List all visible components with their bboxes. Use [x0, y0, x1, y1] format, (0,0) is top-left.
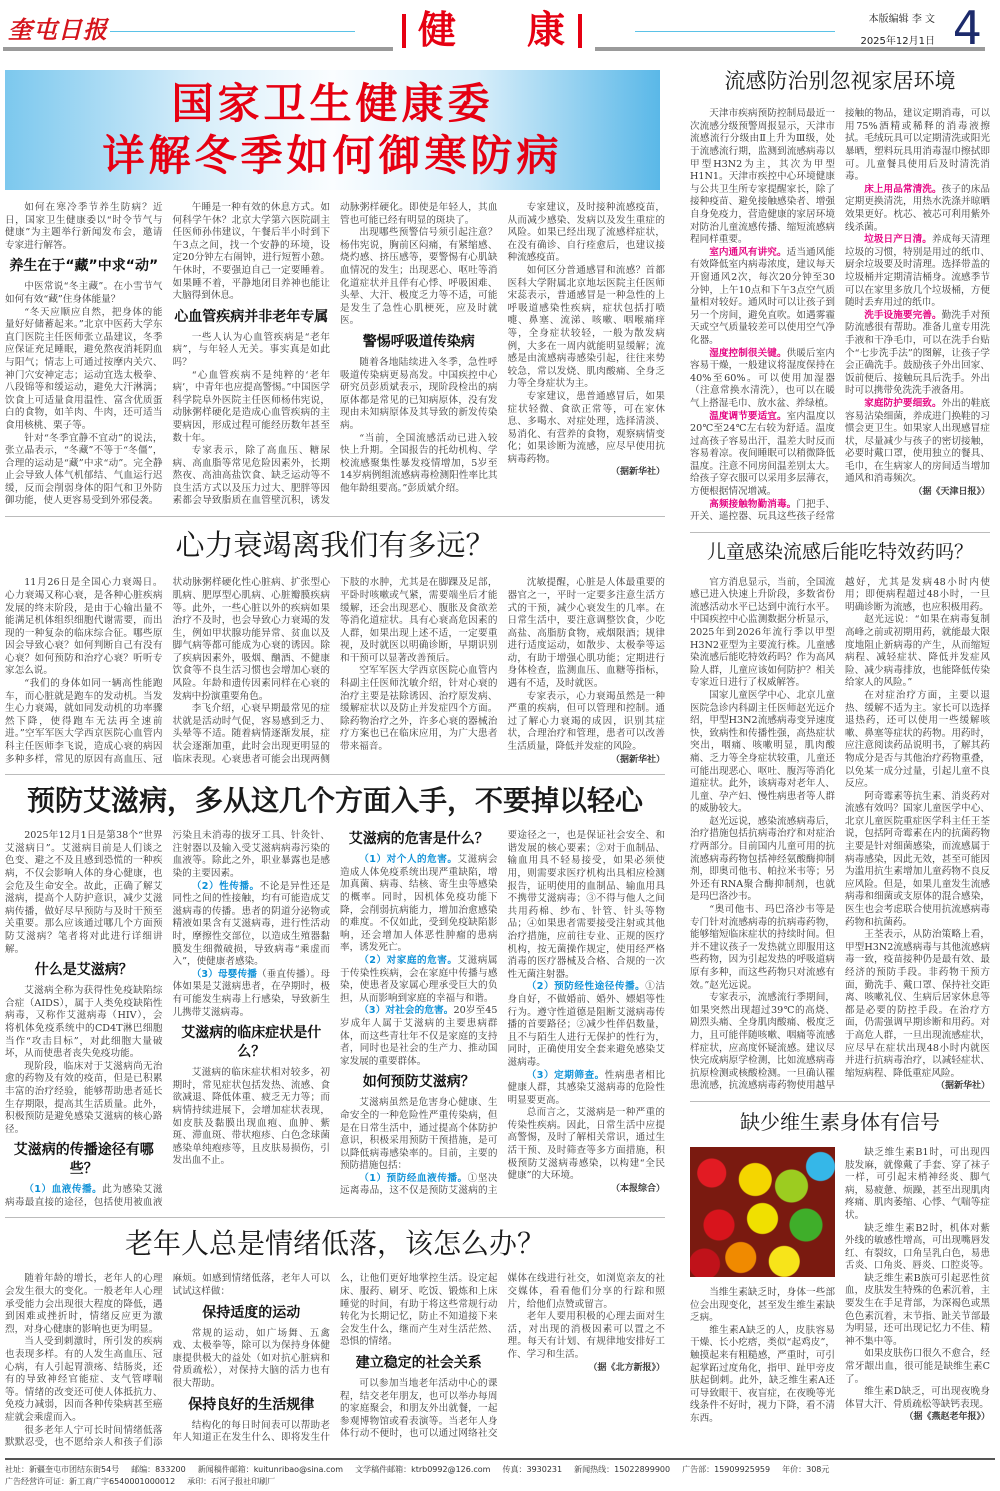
- paragraph: 中医常说“冬主藏”。在小雪节气如何有效“藏”住身体能量？: [5, 281, 163, 305]
- article-title: 流感防治别忽视家居环境: [724, 69, 956, 93]
- paragraph: 艾滋病全称为获得性免疫缺陷综合症（AIDS），属于人类免疫缺陷性病毒，又称作艾滋病毒（HIV），会将机体免疫系统中的CD4T淋巴细胞当作“攻击目标”，对此细胞大量破坏，从而使患者丧失免疫功能。: [5, 985, 163, 1060]
- paragraph-lead: 床上用品常清洗。: [864, 183, 942, 195]
- section-bar: [402, 14, 406, 48]
- issue-date: 2025年12月1日: [860, 36, 935, 47]
- article-flu-home: [690, 108, 990, 524]
- paragraph: [845, 310, 990, 398]
- article-vitamin: [690, 1147, 990, 1426]
- paragraph: 如何区分普通感冒和流感？首都医科大学附属北京地坛医院主任医师宋蕊表示，普通感冒是一种急性的上呼吸道感染性疾病，症状包括打喷嚏、鼻塞、流涕、咳嗽、咽喉痛痒等，全身症状较轻，一般为散发病例，大多在一周内就能明显缓解；流感是由流感病毒感染引起，往往来势较急，常以发烧、肌肉酸痛、全身乏力等全身症状为主。: [507, 264, 665, 390]
- paragraph: 随着年龄的增长，老年人的心理会发生很大的变化。一般老年人心理承受能力会出现很大程度的降低，遇到困难或挫折时，情绪反应更为激烈，对身心健康的影响也更为明显。: [5, 1273, 163, 1335]
- paragraph: 缺乏维生素B1时，可出现四肢发麻，就像戴了手套、穿了袜子一样，可引起末梢神经炎、脚气病，易疲惫、烦躁，甚至出现肌肉疼痛、肌肉萎缩、心悸、气喘等症状。: [845, 1146, 990, 1221]
- paragraph: 一些人认为心血管疾病是“老年病”，与年轻人无关。事实真是如此吗？: [172, 331, 330, 368]
- paragraph: 艾滋病的临床症状相对较多，初期时，常见症状包括发热、流感、食欲减退、降低体重、疲乏无力等；而病情持续进展下，会增加症状表现，如皮肤及黏膜出现血疱、血肿、紫斑、滞血斑、带状疱疹、白色念球菌感染单纯疱疹等，且皮肤易损伤，引发出血不止。: [172, 1067, 330, 1167]
- paragraph-text: 室内温度以20℃至24℃左右较为舒适。温度过高孩子容易出汗，温差大时反而容易着凉。夜间睡眠可以稍微降低温度。注意不同房间温差别太大。给孩子穿衣服可以采用多层薄衣，方便根据情况增减。: [690, 410, 836, 498]
- paragraph: [340, 955, 498, 1005]
- paragraph: 随着各地陆续进入冬季，急性呼吸道传染病更易高发。中国疾控中心研究员彭质斌表示，现阶段检出的病原体都是常见的已知病原体，没有发现由未知病原体及其导致的新发传染病。: [340, 356, 498, 431]
- paragraph: [173, 969, 331, 1019]
- masthead-bar: [3, 47, 393, 51]
- paragraph: 结构化的每日时间表可以帮助老年人知道正在发生什么、即将发生什么，让他们更好地掌控生活。设定起床、服药、刷牙、吃饭、锻炼和上床睡觉的时间，有助于将这些常规行动转化为长期记忆，防止不知道接下来会发生什么，继而产生对生活茫然、恐惧的情绪。: [172, 1273, 498, 1444]
- newspaper-logo: 奎屯日报: [8, 15, 108, 44]
- masthead-bar: [595, 47, 985, 51]
- paragraph: 专家建议，患普通感冒后，如果症状轻微、食欲正常等，可在家休息、多喝水、对症处理，选择清淡、易消化、有营养的食物，观察病情变化；如果诊断为流感，应尽早使用抗病毒药物。: [507, 390, 665, 465]
- paragraph: [845, 234, 990, 310]
- paragraph-lead: （3）对社会的危害。: [359, 1005, 454, 1017]
- subheading: 保持良好的生活规律: [188, 1396, 315, 1413]
- paragraph-text: 性病患者相比健康人群，其感染艾滋病毒的危险性明显要更高。: [507, 1069, 665, 1106]
- paragraph: [173, 881, 331, 969]
- paragraph: 官方消息显示，当前，全国流感已进入快速上升阶段，多数省份流感活动水平已达到中流行水平。中国疾控中心监测数据分析显示，2025年到2026年流行季以甲型H3N2亚型为主要流行株。儿童感染流感后能吃特效药吗？作为高风险人群，儿童应该如何防护？相关专家近日进行了权威解答。: [690, 576, 835, 689]
- paragraph: 在对症治疗方面，主要以退热、缓解不适为主。家长可以选择退热药，还可以使用一些缓解咳嗽、鼻塞等症状的药物。用药时，应注意阅读药品说明书，了解其药物成分是否与其他治疗药物重叠，以免某一成分过量，引起儿童不良反应。: [845, 689, 990, 790]
- banner-headline-line1: 国家卫生健康委: [171, 79, 494, 128]
- page-editor: 本版编辑 李 文: [868, 14, 935, 25]
- divider: [690, 1101, 990, 1102]
- subheading: 建立稳定的社会关系: [355, 1355, 482, 1372]
- paragraph: 天津市疾病预防控制局最近一次流感分级预警周报显示，天津市流感流行分级由Ⅱ上升为Ⅲ级，处于流感流行期，监测到流感病毒以甲型H3N2为主，其次为甲型H1N1。天津市疾控中心环境健康与公共卫生所专家提醒家长，除了接种疫苗、避免接触感染者、增强自身免疫力，营造健康的家居环境对防治儿童流感传播、缩短流感病程同样重要。: [690, 108, 835, 246]
- paragraph-lead: （2）性传播。: [191, 880, 260, 892]
- footer-item: 新闻稿件邮箱：kuitunribao@sina.com: [197, 1464, 344, 1474]
- paragraph: 专家表示，流感流行季期间，如果突然出现超过39℃的高烧、剧烈头痛、全身肌肉酸痛、极度乏力，且可能伴随咳嗽、咽痛等流感样症状，应高度怀疑流感。建议尽快完成病原学检测，比如流感病毒抗原检测或核酸检测。一旦确认罹患流感，抗流感病毒药物使用越早越好，尤其是发病48小时内使用；即便病程超过48小时，一旦明确诊断为流感，也应积极用药。: [690, 576, 990, 1092]
- subheading: 警惕呼吸道传染病: [362, 333, 475, 350]
- paragraph-lead: 湿度控制很关键。: [709, 347, 787, 359]
- article-winter-health: [5, 202, 665, 508]
- article-source: （据新华社）: [935, 1081, 990, 1092]
- divider: [5, 1217, 665, 1218]
- footer-item: 文学稿件邮箱：ktrb0992@126.com: [355, 1464, 491, 1474]
- paragraph-text: 艾滋病属于传染性疾病，会在家庭中传播与感染，使患者及家属心理承受巨大的负担，从而影响到家庭的幸福与和谐。: [340, 954, 498, 1004]
- footer-item: 社址：新疆奎屯市团结东街54号: [5, 1464, 120, 1474]
- footer-info: [5, 1464, 995, 1487]
- footer-item: 传真：3930231: [502, 1464, 563, 1474]
- paragraph: 赵光远说，感染流感病毒后，治疗措施包括抗病毒治疗和对症治疗两部分。目前国内儿童可用的抗流感病毒药物包括神经氨酸酶抑制剂，即奥司他韦、帕拉米韦等；另外还有RNA聚合酶抑制剂，也就是玛巴洛沙韦。: [690, 815, 835, 903]
- paragraph-text: 适当通风能有效降低室内病毒浓度，建议每天开窗通风2次，每次20分钟至30分钟，上午10点和下午3点空气质量相对较好。通风时可以让孩子到另一个房间，避免直吹。如遇雾霾天或空气质量较差可以使用空气净化器。: [690, 246, 836, 346]
- paragraph: 阿奇霉素等抗生素、消炎药对流感有效吗？国家儿童医学中心、北京儿童医院重症医学科主任王荃说，包括阿奇霉素在内的抗菌药物主要是针对细菌感染，而流感属于病毒感染，因此无效，甚至可能因为滥用抗生素增加儿童药物不良反应风险。但是，如果儿童发生流感病毒和细菌或支原体的混合感染，医生也会考虑联合使用抗流感病毒药物和抗菌药。: [845, 790, 990, 928]
- paragraph: “奥司他韦、玛巴洛沙韦等是专门针对流感病毒的抗病毒药物，能够缩短临床症状的持续时间。但并不建议孩子一发热就立即服用这些药物，因为引起发热的呼吸道病原有多种，而这些药物只对流感有效。”赵光远说。: [690, 904, 835, 991]
- headline-banner: [5, 70, 660, 190]
- paragraph-text: 20岁至45岁成年人属于艾滋病的主要患病群体，而这些青壮年不仅是家庭的支持者，同时也是社会的生产力、推动国家发展的重要群体。: [340, 1005, 498, 1067]
- divider: [5, 774, 665, 775]
- article-source: （据《天津日报》）: [913, 487, 990, 498]
- paragraph: [340, 854, 498, 955]
- paragraph: 维生素A缺乏的人，皮肤容易干燥、长小疙瘩，类似“起鸡皮”，触摸起来有粗糙感，严重时，可引起掌跖过度角化，指甲、趾甲旁皮肤起倒刺。此外，缺乏维生素A还可导致眼干、夜盲症，在夜晚等光线条件不好时，视力下降，看不清东西。: [690, 1324, 835, 1424]
- paragraph: 沈敏提醒，心脏是人体最重要的器官之一，平时一定要多注意生活方式的干预，减少心衰发生的几率。在日常生活中，要注意调整饮食，少吃高盐、高脂肪食物，戒烟限酒；规律进行适度运动，如散步、太极拳等运动，有助于增强心肌功能；定期进行身体检查，监测血压、血糖等指标，遇有不适，及时就医。: [507, 577, 665, 690]
- paragraph: [845, 398, 990, 486]
- paragraph-lead: 洗手设施要完善。: [864, 309, 942, 321]
- paragraph-text: 不论是异性还是同性之间的性接触，均有可能造成艾滋病毒的传播。患者的阴道分泌物或精液如果含有艾滋病毒，进行性活动时，摩擦性交部位，以造成生殖器黏膜发生细微破损，导致病毒“乘虚而入”，使健康者感染。: [172, 880, 330, 968]
- article-title: 预防艾滋病，多从这几个方面入手，不要掉以轻心: [26, 784, 643, 818]
- paragraph: [690, 348, 835, 411]
- paragraph: “当前，全国流感活动已进入较快上升期。全国报告的托幼机构、学校流感聚集性暴发疫情增加，5岁至14岁病例组流感病毒检测阳性率比其他年龄组要高。”彭质斌介绍。: [340, 432, 498, 494]
- paragraph: 缺乏维生素B2时，机体对紫外线的敏感性增高，可出现嘴唇发红、有裂纹，口角呈乳白色，易患舌炎、口角炎、唇炎、口腔炎等。: [845, 1222, 990, 1272]
- paragraph-lead: 垃圾日产日清。: [864, 234, 932, 246]
- subheading: 心血管疾病并非老年专属: [174, 308, 329, 325]
- paragraph: 针对“冬季宜静不宜动”的说法，张立晶表示，“冬藏”不等于“冬僵”，合理的运动是“藏”中求“动”。完全静止会导致人体气机郁结、气血运行迟缓，反而会削弱身体的阳气和卫外防御功能，使人更容易受到外邪侵袭。: [5, 432, 163, 507]
- paragraph: “冬天应顺应自然，把身体的能量好好储蓄起来。”北京中医药大学东直门医院主任医师张立晶建议，冬季应保证充足睡眠，避免熬夜消耗阴血与阳气；情志上可通过按摩内关穴、神门穴安神定志；运动宜选太极拳、八段锦等和缓运动，避免大汗淋漓；饮食上可适量食用温性、富含优质蛋白的食物，如羊肉、牛肉，还可适当食用核桃、栗子等。: [5, 306, 163, 431]
- paragraph: [845, 184, 990, 234]
- paragraph: 可以参加当地老年活动中心的课程，结交老年朋友，也可以举办每周的家庭聚会，和朋友外出就餐，一起参观博物馆或看表演等。当老年人身体行动不便时，也可以通过网络社交媒体在线进行社交，如浏览亲友的社交媒体，看看他们分享的行踪和照片，给他们点赞或留言。: [340, 1273, 665, 1440]
- paragraph-lead: （2）对家庭的危害。: [359, 954, 458, 966]
- article-title: 老年人总是情绪低落，该怎么办？: [124, 1227, 545, 1261]
- paragraph: [340, 1005, 498, 1068]
- section-title-char: 康: [527, 8, 566, 52]
- subheading: 保持适度的运动: [202, 1304, 301, 1321]
- paragraph: 艾滋病虽然是危害身心健康、生命安全的一种危险性严重传染病，但是在日常生活中，通过提高个体防护意识，积极采用预防干预措施，是可以降低病毒感染率的。目前，主要的预防措施包括：: [340, 1097, 498, 1172]
- paragraph: 李飞介绍，心衰早期最常见的症状就是活动时气促，容易感到乏力、头晕等不适。随着病情逐渐发展，症状会逐渐加重，此时会出现更明显的临床表现。心衰患者可能会出现两侧下肢的水肿，尤其是在脚踝及足部，平卧时咳嗽或气紧，需要端坐后才能缓解，还会出现恶心、腹胀及食欲差等消化道症状。具有心衰高危因素的人群，如果出现上述不适，一定要重视，及时就医以明确诊断，早期识别和干预可以显著改善预后。: [172, 577, 498, 765]
- paragraph: [508, 981, 666, 1069]
- subheading: 如何预防艾滋病？: [362, 1074, 475, 1091]
- paragraph: 国家儿童医学中心、北京儿童医院急诊内科副主任医师赵光远介绍，甲型H3N2流感病毒变异速度快，致病性和传播性强，高热症状突出，咽痛、咳嗽明显，肌肉酸痛、乏力等全身症状较重，儿童还可能出现恶心、呕吐、腹泻等消化道症状。此外，该病毒对老年人、儿童、孕产妇、慢性病患者等人群的威胁较大。: [690, 689, 835, 815]
- article-elderly-mood: [5, 1273, 665, 1449]
- paragraph-lead: 温度调节要适宜。: [709, 410, 787, 422]
- paragraph: 专家表示，心力衰竭虽然是一种严重的疾病，但可以管理和控制。通过了解心力衰竭的成因，识别其症状，合理治疗和管理，患者可以改善生活质量，降低并发症的风险。: [507, 690, 665, 753]
- subheading: 艾滋病的临床症状是什么？: [181, 1025, 322, 1061]
- paragraph: 赵光远说：“如果在病毒复制高峰之前或初期用药，就能最大限度地阻止新病毒的产生，从而缩短病程、减轻症状、降低并发症风险、减少病毒排放，也能降低传染给家人的风险。”: [845, 614, 990, 689]
- vitamin-balls-image: [690, 1147, 835, 1277]
- article-aids-prevention: [5, 830, 665, 1209]
- divider: [5, 516, 665, 517]
- page-body: [5, 60, 995, 1450]
- paragraph: 如果皮肤伤口很久不愈合，经常牙龈出血，很可能是缺维生素C了。: [845, 1348, 990, 1385]
- paragraph: 常规的运动，如广场舞、五禽戏、太极拳等，除可以为保持身体健康提供极大的益处（如对抗心脏病和骨质疏松），对保持大脑的活力也有很大帮助。: [172, 1327, 330, 1390]
- paragraph: 老年人要用积极的心理去面对生活，对出现的消极因素可以置之不理。每天有计划、有规律地安排好工作、学习和生活。: [507, 1311, 665, 1361]
- footer-item: 年价：308元: [782, 1464, 830, 1474]
- article-source: （据新华社）: [610, 754, 665, 765]
- paragraph-text: 门把手、开关、遥控器、玩具这些孩子经常接触的物品，建议定期消毒，可以用75%酒精或稀释的消毒液擦拭。毛绒玩具可以定期清洗或阳光暴晒，塑料玩具用消毒湿巾擦拭即可。儿童餐具使用后及时清洗消毒。: [690, 108, 990, 523]
- paragraph: 专家建议，及时接种流感疫苗，从而减少感染、发病以及发生重症的风险。如果已经出现了流感样症状，在没有确诊、自行痊愈后，也建议接种流感疫苗。: [507, 202, 665, 264]
- paragraph-lead: （3）定期筛查。: [526, 1069, 605, 1081]
- page-number: 4: [952, 1, 982, 55]
- paragraph: 总而言之，艾滋病是一种严重的传染性疾病。因此，日常生活中应提高警惕，及时了解相关常识，通过生活干预、及时筛查等多方面措施，积极预防艾滋病毒感染，以构建“全民健康”的大环境。: [507, 1107, 665, 1182]
- paragraph-lead: （1）预防经血液传播。: [359, 1172, 468, 1184]
- paragraph: 专家表示，除了高血压、糖尿病、高血脂等常见危险因素外，长期熬夜、高油高盐饮食、缺乏运动等不良生活方式以及压力过大、肥胖等因素都会导致脂质在血管壁沉积，诱发动脉粥样硬化。即使是年轻人，其血管也可能已经有明显的斑块了。: [172, 202, 498, 507]
- paragraph-text: 勤洗手对预防流感很有帮助。准备儿童专用洗手液和干净毛巾，可以在洗手台贴个“七步洗手法”的图解，让孩子学会正确洗手。鼓励孩子外出回家、饭前便后、接触玩具后洗手。外出时可以携带免洗洗手液备用。: [845, 309, 991, 397]
- paragraph: “心血管疾病不是纯粹的‘老年病’，中青年也应提高警惕。”中国医学科学院阜外医院主任医师杨伟宪说，动脉粥样硬化是造成心血管疾病的主要病因，形成过程可能经历数年甚至数十年。: [172, 369, 330, 444]
- paragraph-lead: （2）预防经性途径传播。: [526, 981, 646, 993]
- paragraph-text: 此为感染艾滋病毒最直接的途径，包括使用被血液污染且未消毒的拔牙工具、针灸针、注射器以及输入受艾滋病病毒污染的血液等。除此之外，职业暴露也是感染的主要因素。: [5, 830, 330, 1208]
- article-source: （据《北方新报》）: [588, 1362, 665, 1373]
- paragraph-lead: （1）对个人的危害。: [359, 854, 458, 866]
- footer-item: 广告部：15909925959: [682, 1464, 771, 1474]
- banner-headline-line2: 详解冬季如何御寒防病: [102, 131, 563, 180]
- paragraph: 11月26日是全国心力衰竭日。心力衰竭又称心衰，是各种心脏疾病发展的终末阶段，是由于心输出量不能满足机体组织细胞代谢需要，而出现的一种复杂的临床综合征。哪些原因会导致心衰？如何判断自己有没有心衰？如何预防和治疗心衰？听听专家怎么说。: [5, 577, 163, 677]
- paragraph-lead: （1）血液传播。: [24, 1184, 103, 1196]
- paragraph-lead: 家庭防护要细致。: [864, 397, 942, 409]
- article-source: （本报综合）: [610, 1183, 665, 1194]
- paragraph: 出现哪些预警信号须引起注意？杨伟宪说，胸前区闷痛，有紧缩感、烧灼感、挤压感等，要警惕有心肌缺血情况的发生；出现恶心、呕吐等消化道症状并且伴有心悸、呼吸困难、头晕、大汗、极度乏力等不适，可能是发生了急性心肌梗死，应及时就医。: [340, 227, 498, 327]
- article-source: （据《燕赵老年报》）: [904, 1412, 990, 1423]
- article-title: 缺少维生素身体有信号: [740, 1109, 940, 1134]
- paragraph: 缺乏维生素B族可引起恶性贫血，皮肤发生特殊的色素沉着，主要发生在手足背部，为深褐色或黑色色素沉着，末节指、趾关节部最为明显，还可出现记忆力不佳、精神不集中等。: [845, 1272, 990, 1347]
- left-column: [5, 60, 665, 1450]
- paragraph: [690, 411, 835, 499]
- article-title: 儿童感染流感后能吃特效药吗？: [706, 540, 973, 563]
- footer-item: 新闻热线：15022899900: [574, 1464, 671, 1474]
- section-title-char: 健: [418, 8, 457, 52]
- paragraph: 当维生素缺乏时，身体一些部位会出现变化，甚至发生维生素缺乏病。: [690, 1286, 835, 1324]
- paragraph-text: 外出的鞋底容易沾染细菌，养成进门换鞋的习惯会更卫生。如果家人出现感冒症状，尽量减少与孩子的密切接触，必要时戴口罩，使用独立的餐具、毛巾，在生病家人的房间适当增加通风和消毒频次。: [845, 397, 991, 485]
- paragraph-text: （垂直传播）。母体如果是艾滋病患者，在孕期时，极有可能发生病毒上行感染，导致新生儿携带艾滋病毒。: [172, 968, 330, 1018]
- paragraph-text: ①坚决远离毒品，这不仅是预防艾滋病的主要途径之一，也是保证社会安全、和谐发展的核心要素；②对于血制品、输血用具不轻易接受，如果必须使用，则需要求医疗机构出具相应检测报告，证明使用的血制品、输血用具不携带艾滋病毒；③不得与他人之间共用药棉、纱布、针管、针头等物品；④如果患者需要接受注射或其他治疗措施，应前往专业、正规的医疗机构，按无菌操作规定，使用经严格消毒的医疗器械及合格、合规的一次性无菌注射器。: [340, 830, 665, 1197]
- masthead: [0, 0, 1000, 60]
- paragraph-text: 孩子的床品定期更换清洗，用热水洗涤并晾晒效果更好。枕芯、被芯可利用紫外线杀菌。: [845, 183, 991, 233]
- paragraph: 王荃表示，从防治策略上看，甲型H3N2流感病毒与其他流感病毒一致，疫苗接种仍是最有效、最经济的预防手段。非药物干预方面，勤洗手、戴口罩、保持社交距离、咳嗽礼仪、生病后居家休息等都是必要的防控手段。在治疗方面，仍需强调早期诊断和用药。对于高危人群，一旦出现流感症状，应尽早在症状出现48小时内就医并进行抗病毒治疗，以减轻症状、缩短病程、降低重症风险。: [845, 929, 990, 1079]
- masthead-rule: [110, 31, 355, 32]
- paragraph: 午睡是一种有效的休息方式。如何科学午休？北京大学第六医院副主任医师孙伟建议，午餐后半小时到下午3点之间，找一个安静的环境，设定20分钟左右闹钟，进行短暂小憩。午休时，不要强迫自己一定要睡着。如果睡不着，平静地闭目养神也能让大脑得到休息。: [172, 202, 330, 302]
- footer-item: 广告经营许可证：新工商广字6540001000012: [5, 1476, 176, 1486]
- subheading: 养生在于“藏”中求“动”: [9, 258, 159, 275]
- paragraph: [508, 1070, 666, 1108]
- paragraph-lead: 室内通风有讲究。: [709, 246, 787, 258]
- paragraph: 很多老年人宁可长时间情绪低落默默忍受，也不愿给亲人和孩子们添麻烦。如感到情绪低落，老年人可以试试这样做：: [5, 1273, 330, 1449]
- subheading: 艾滋病的危害是什么？: [348, 831, 489, 848]
- paragraph: 2025年12月1日是第38个“世界艾滋病日”。艾滋病目前是人们谈之色变、避之不及且感到恐慌的一种疾病，不仅会影响人体的身心健康，也会危及生命安全。故此，正确了解艾滋病，提高个人防护意识，减少艾滋病传播，做好尽早预防与及时干预至关重要。那么应该通过哪几个方面预防艾滋病？笔者将对此进行详细讲解。: [5, 830, 163, 955]
- article-heart-failure: [5, 577, 665, 766]
- paragraph-text: 艾滋病会造成人体免疫系统出现严重缺陷，增加真菌、病毒、结核、寄生虫等感染的概率。同时，因机体免疫功能下降，会削弱抗病能力，增加治愈感染的难度。不仅如此，受到免疫缺陷影响，还会增加人体恶性肿瘤的患病率，诱发死亡。: [340, 854, 498, 954]
- article-source: （据新华社）: [610, 467, 665, 478]
- right-column: [690, 60, 990, 1425]
- paragraph: 维生素D缺乏，可出现夜晚身体冒大汗、骨质疏松等缺钙表现。: [845, 1386, 990, 1410]
- paragraph-text: ①洁身自好，不做婚前、婚外、嫖娼等性行为。遵守性道德是阻断艾滋病毒传播的首要路径；②减少性伴侣数量，且不与陌生人进行无保护的性行为，同时，正确使用安全套来避免感染艾滋病毒。: [507, 981, 665, 1068]
- paragraph: 现阶段，临床对于艾滋病尚无治愈的药物及有效的疫苗，但是已积累丰富的治疗经验，能够帮助患者延长生存期限，提高其生活质量。此外，积极预防是避免感染艾滋病的核心路径。: [5, 1060, 163, 1135]
- paragraph: [690, 247, 835, 348]
- masthead-rule: [635, 31, 835, 32]
- divider: [690, 532, 990, 533]
- article-title: 心力衰竭离我们有多远？: [175, 528, 495, 563]
- paragraph: “我们的身体如同一辆高性能跑车，而心脏就是跑车的发动机。当发生心力衰竭，就如同发动机的功率骤然下降，使得跑车无法再全速前进。”空军军医大学西京医院心血管内科主任医师李飞说，造成心衰的病因多种多样，常见的原因有高血压、冠状动脉粥样硬化性心脏病、扩张型心肌病、肥厚型心肌病、心脏瓣膜疾病等。此外，一些心脏以外的疾病如果治疗不及时，也会导致心力衰竭的发生，例如甲状腺功能异常、贫血以及脚气病等都可能成为心衰的诱因。除了疾病因素外，吸烟、酗酒、不健康饮食等不良生活习惯也会增加心衰的风险。年龄和遗传因素同样在心衰的发病中扮演重要角色。: [5, 577, 330, 765]
- subheading: 什么是艾滋病？: [34, 962, 133, 979]
- paragraph: 空军军医大学西京医院心血管内科副主任医师沈敏介绍，针对心衰的治疗主要是祛除诱因、治疗原发病、缓解症状以及防止并发症四个方面。除药物治疗之外，许多心衰的器械治疗方案也已在临床应用，为广大患者带来福音。: [340, 665, 498, 753]
- paragraph-text: 养成每天清理垃圾的习惯，特别是用过的纸巾、厨余垃圾要及时清理。选择带盖的垃圾桶并定期清洁桶身。流感季节可以在家里多放几个垃圾桶，方便随时丢弃用过的纸巾。: [845, 234, 991, 309]
- paragraph: 如何在寒冷季节养生防病？近日，国家卫生健康委以“时令节气与健康”为主题举行新闻发布会，邀请专家进行解答。: [5, 202, 163, 251]
- footer-item: 邮编：833200: [131, 1464, 186, 1474]
- section-bar: [578, 14, 582, 48]
- paragraph: 当人受到刺激时，所引发的疾病也表现多样。有的人发生高血压、冠心病，有人引起胃溃疡、结肠炎，还有的导致神经官能症、支气管哮喘等。情绪的改变还可使人体抵抗力、免疫力减弱，因而各种传染病甚至癌症就会乘虚而入。: [5, 1336, 163, 1423]
- article-child-flu: [690, 577, 990, 1093]
- paragraph-text: 供暖后室内容易干燥，一般建议将湿度保持在40%至60%。可以使用加湿器（注意常换水清洗），也可以在暖气上搭湿毛巾、放水盆、养绿植。: [690, 347, 836, 409]
- subheading: 艾滋病的传播途径有哪些？: [13, 1142, 154, 1178]
- footer-item: 承印：石河子报社印刷厂: [187, 1476, 276, 1486]
- footer-rule: [5, 1458, 995, 1460]
- paragraph-lead: 高频接触物勤消毒。: [709, 498, 797, 510]
- paragraph-lead: （3）母婴传播: [191, 968, 257, 980]
